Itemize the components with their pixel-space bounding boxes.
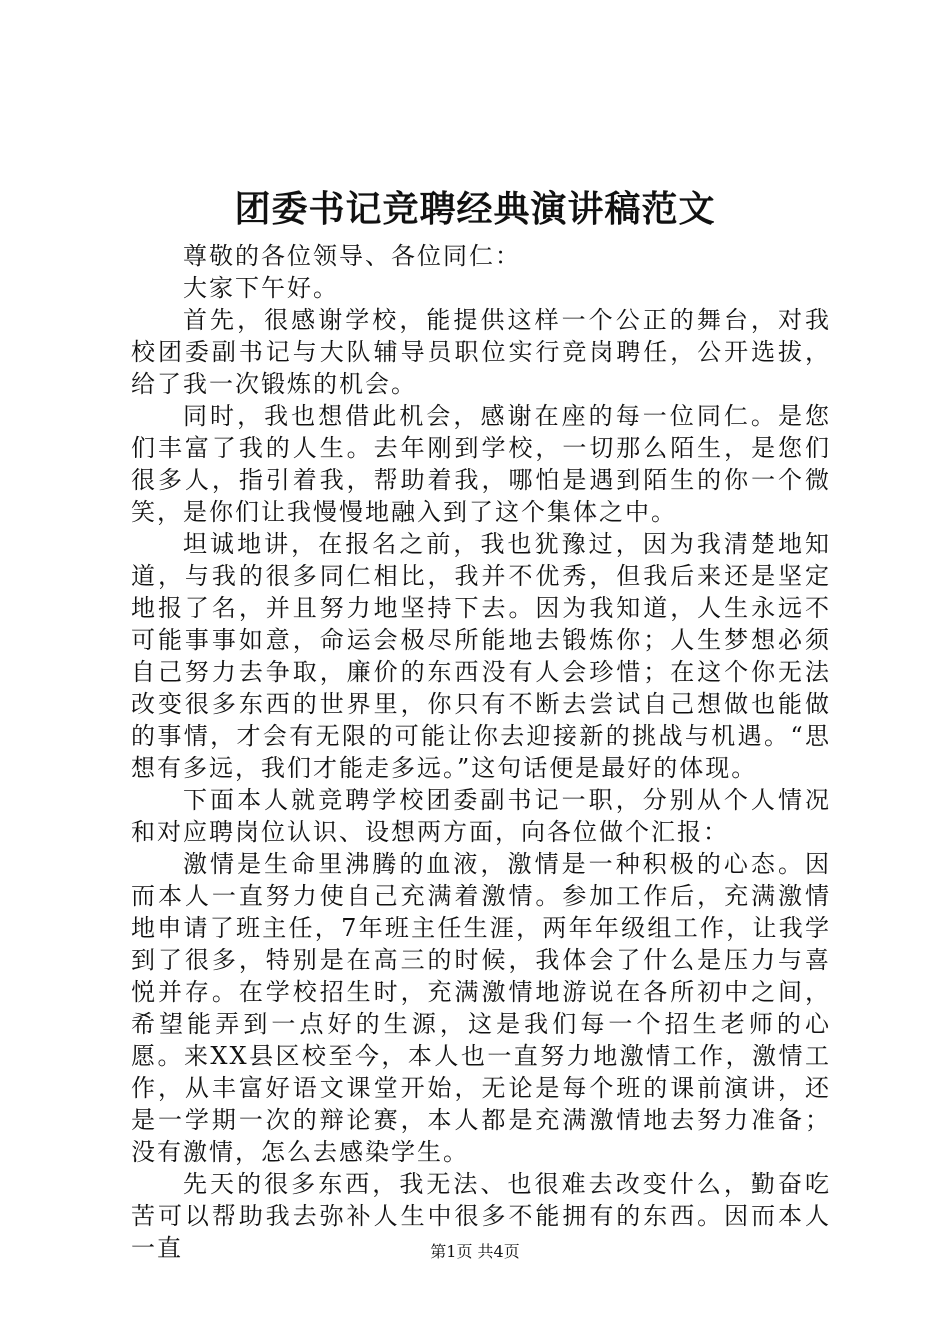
paragraph-salutation: 尊敬的各位领导、各位同仁：: [183, 242, 521, 270]
paragraph: 先天的很多东西，我无法、也很难去改变什么，勤奋吃苦可以帮助我去弥补人生中很多不能拥有的东西。因而本人一直: [131, 1170, 831, 1262]
paragraph: 下面本人就竞聘学校团委副书记一职，分别从个人情况和对应聘岗位认识、设想两方面，向各位做个汇报：: [131, 786, 831, 846]
paragraph-greeting: 大家下午好。: [183, 274, 339, 302]
paragraph: 首先，很感谢学校，能提供这样一个公正的舞台，对我校团委副书记与大队辅导员职位实行竞岗聘任，公开选拔，给了我一次锻炼的机会。: [131, 306, 831, 398]
paragraph: 激情是生命里沸腾的血液，激情是一种积极的心态。因而本人一直努力使自己充满着激情。参加工作后，充满激情地申请了班主任，7年班主任生涯，两年年级组工作，让我学到了很多，特别是在高三的时候，我体会了什么是压力与喜悦并存。在学校招生时，充满激情地游说在各所初中之间，希望能弄到一点好的生源，这是我们每一个招生老师的心愿。来XX县区校至今，本人也一直努力地激情工作，激情工作，从丰富好语文课堂开始，无论是每个班的课前演讲，还是一学期一次的辩论赛，本人都是充满激情地去努力准备；没有激情，怎么去感染学生。: [131, 850, 831, 1166]
page-footer: 第1页 共4页: [430, 1242, 520, 1261]
paragraph: 坦诚地讲，在报名之前，我也犹豫过，因为我清楚地知道，与我的很多同仁相比，我并不优秀，但我后来还是坚定地报了名，并且努力地坚持下去。因为我知道，人生永远不可能事事如意，命运会极尽所能地去锻炼你；人生梦想必须自己努力去争取，廉价的东西没有人会珍惜；在这个你无法改变很多东西的世界里，你只有不断去尝试自己想做也能做的事情，才会有无限的可能让你去迎接新的挑战与机遇。“思想有多远，我们才能走多远。”这句话便是最好的体现。: [131, 530, 831, 782]
paragraph: 同时，我也想借此机会，感谢在座的每一位同仁。是您们丰富了我的人生。去年刚到学校，一切那么陌生，是您们很多人，指引着我，帮助着我，哪怕是遇到陌生的你一个微笑，是你们让我慢慢地融入到了这个集体之中。: [131, 402, 831, 526]
document-title: 团委书记竞聘经典演讲稿范文: [234, 188, 716, 230]
document-body: [131, 240, 831, 1264]
